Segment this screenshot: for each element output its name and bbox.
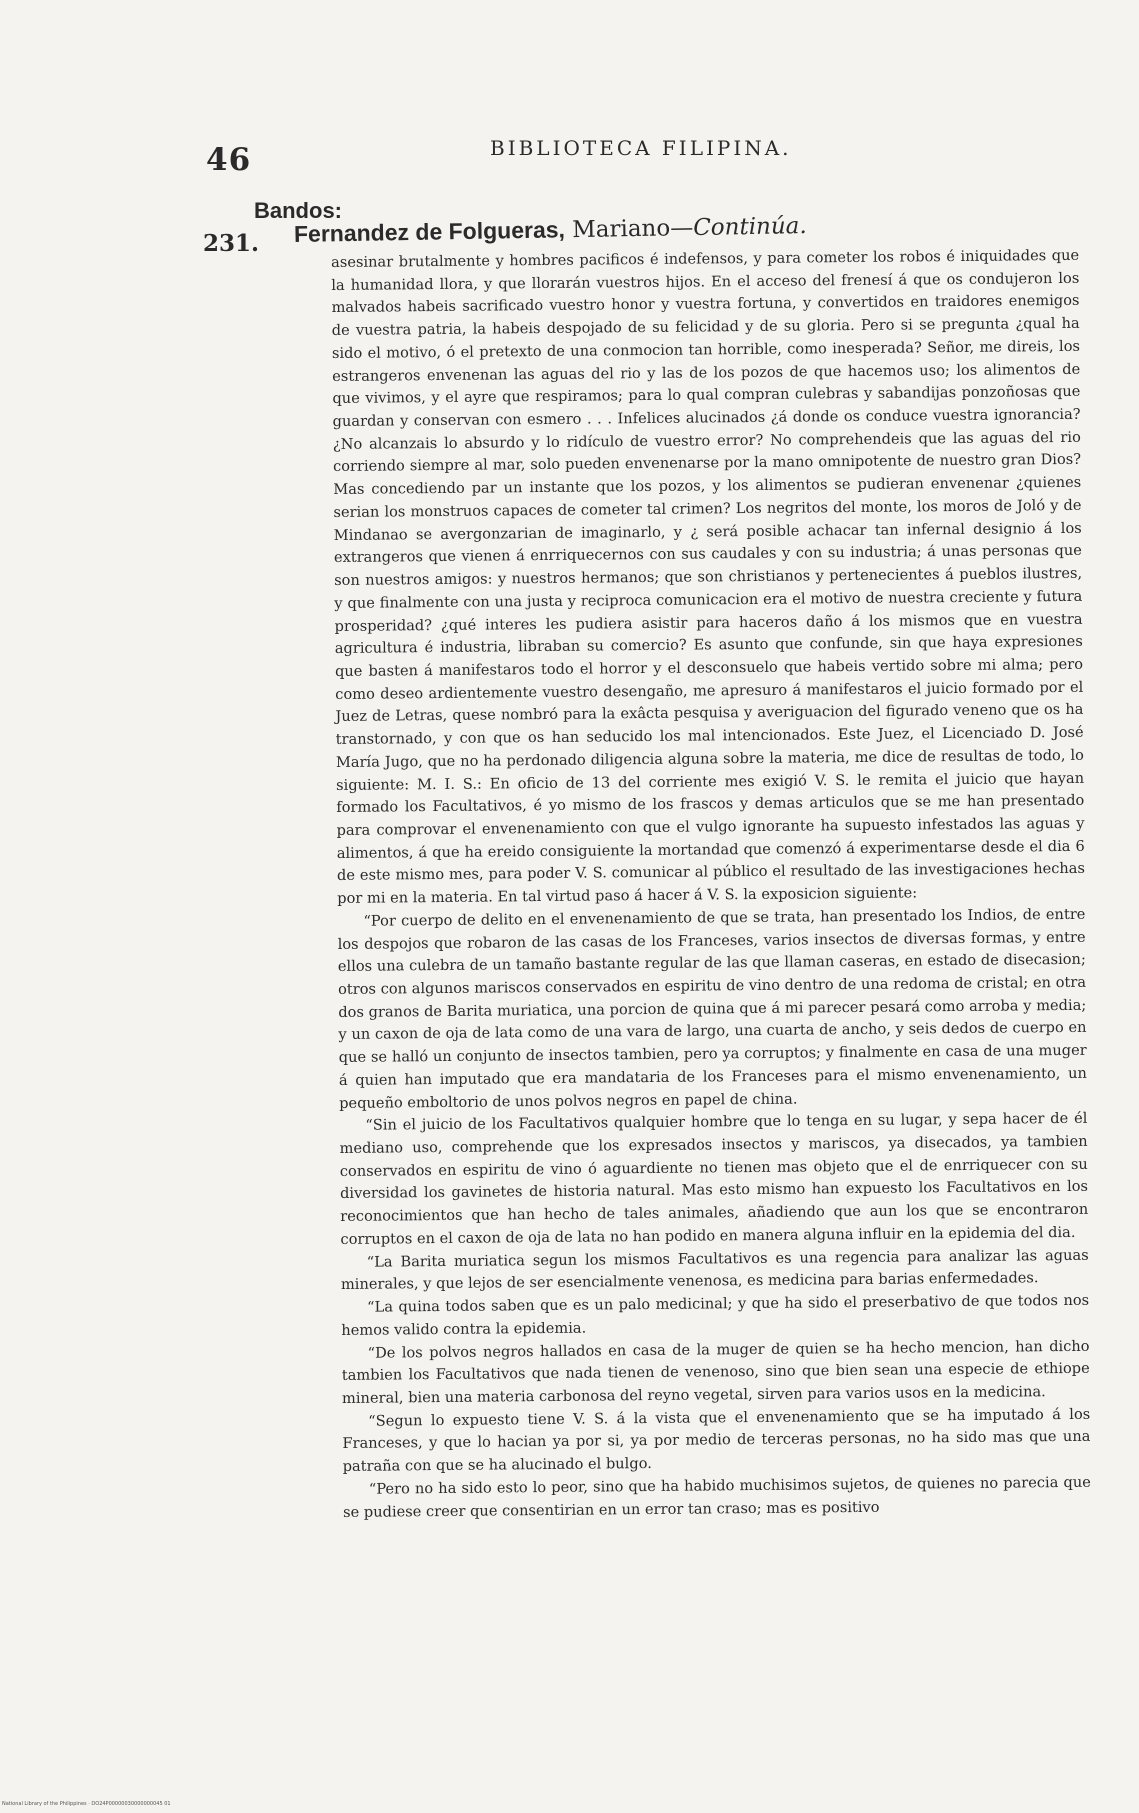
paragraph: “La quina todos saben que es un palo medicinal; y que ha sido el preserbativo de que todos nos hemos valido contra la epidemia. [341, 1291, 1090, 1339]
paragraph: “Pero no ha sido esto lo peor, sino que ha habido muchisimos sujetos, de quienes no parecia que se pudiese creer que consentirian en un error tan craso; mas es positivo [343, 1473, 1091, 1521]
author-given-name: Mariano— [572, 215, 694, 244]
author-surname: Fernandez de Folgueras, [293, 216, 566, 247]
paragraph: “Sin el juicio de los Facultativos qualquier hombre que lo tenga en su lugar, y sepa hacer de él mediano uso, comprehende que los expresados insectos y mariscos, ya disecados, ya tambien conservados en espiritu de vino ó aguardiente no tienen mas objeto que el de enrriquecer con su diversidad los gavinetes de historia natural. Mas esto mismo han expuesto los Facultativos en los reconocimientos que han hecho de tales animales, añadiendo que aun los que se encontraron corruptos en el caxon de oja de lata no han podido en manera alguna influir en la epidemia del dia. [339, 1110, 1089, 1248]
scan-footer: National Library of the Philippines · DO24P00000030000000045 01 [2, 1801, 171, 1807]
entry-heading [294, 212, 807, 248]
paragraph: “Por cuerpo de delito en el envenenamiento de que se trata, han presentado los Indios, de entre los despojos que robaron de las casas de los Franceses, varios insectos de diversas formas, y entre ellos una culebra de un tamaño bastante regular de las que llaman caseras, en estado de disecasion; otros con algunos mariscos conservados en espiritu de vino dentro de una redoma de cristal; en otra dos granos de Barita muriatica, una porcion de quina que á mi parecer pesará como arroba y media; y un caxon de oja de lata como de una vara de largo, una cuarta de ancho, y seis dedos de cuerpo en que se halló un conjunto de insectos tambien, pero ya corruptos; y finalmente en casa de una muger á quien han imputado que era mandataria de los Franceses para el mismo envenenamiento, un pequeño emboltorio de unos polvos negros en papel de china. [337, 905, 1087, 1112]
running-head: BIBLIOTECA FILIPINA. [490, 136, 792, 160]
paragraph: asesinar brutalmente y hombres pacificos é indefensos, y para cometer los robos é iniquidades que la humanidad llora, y que llorarán vuestros hijos. En el acceso del frenesí á que os condujeron los malvados habeis sacrificado vuestro honor y vuestra fortuna, y convertidos en traidores enemigos de vuestra patria, la habeis despojado de su felicidad y de su gloria. Pero si se pregunta ¿qual ha sido el motivo, ó el pretexto de una conmocion tan horrible, como inesperada? Señor, me direis, los estrangeros envenenan las aguas del rio y las de los pozos de que hacemos uso; los alimentos de que vivimos, y el ayre que respiramos; para lo qual compran culebras y sabandijas ponzoñosas que guardan y conservan con esmero . . . Infelices alucinados ¿á donde os conduce vuestra ignorancia? ¿No alcanzais lo absurdo y lo ridículo de vuestro error? No comprehendeis que las aguas del rio corriendo siempre al mar, solo pueden envenenarse por la mano omnipotente de nuestro gran Dios? Mas concediendo par un instante que los pozos, y los alimentos se pudieran envenenar ¿quienes serian los monstruos capaces de cometer tal crimen? Los negritos del monte, los moros de Joló y de Mindanao se avergonzarian de imaginarlo, y ¿ será posible achacar tan infernal designio á los extrangeros que vienen á enrriquecernos con sus caudales y con su industria; á unas personas que son nuestros amigos: y nuestros hermanos; que son christianos y pertenecientes á pueblos ilustres, y que finalmente con una justa y reciproca comunicacion era el motivo de nuestra creciente y futura prosperidad? ¿qué interes les pudiera asistir para haceros daño á los mismos que en vuestra agricultura é industria, libraban su comercio? Es asunto que confunde, sin que haya expresiones que basten á manifestaros todo el horror y el desconsuelo que habeis vertido sobre mi alma; pero como deseo ardientemente vuestro desengaño, me apresuro á manifestaros el juicio formado por el Juez de Letras, quese nombró para la exâcta pesquisa y averiguacion del figurado veneno que os ha transtornado, y con que os han seducido los mal intencionados. Este Juez, el Licenciado D. José María Jugo, que no ha perdonado diligencia alguna sobre la materia, me dice de resultas de todo, lo siguiente: M. I. S.: En oficio de 13 del corriente mes exigió V. S. le remita el juicio que hayan formado los Facultativos, é yo mismo de los frascos y demas articulos que se me han presentado para comprovar el envenenamiento con que el vulgo ignorante ha supuesto infestados las aguas y alimentos, á que ha ereido consiguiente la mortandad que comenzó á experimentarse desde el dia 6 de este mismo mes, para poder V. S. comunicar al público el resultado de las investigaciones hechas por mi en la materia. En tal virtud paso á hacer á V. S. la exposicion siguiente: [331, 246, 1086, 908]
entry-number: 231. [203, 230, 260, 257]
continued-label: Continúa. [692, 213, 807, 242]
body-text [331, 245, 1091, 1524]
section-title: Bandos: [254, 198, 342, 223]
paragraph: “De los polvos negros hallados en casa de la muger de quien se ha hecho mencion, han dicho tambien los Facultativos que nada tienen de venenoso, sino que bien sean una especie de ethiope mineral, bien una materia carbonosa del reyno vegetal, sirven para varios usos en la medicina. [341, 1337, 1090, 1407]
page-number: 46 [206, 142, 252, 178]
paragraph: “Segun lo expuesto tiene V. S. á la vista que el envenenamiento que se ha imputado á los Franceses, y que lo hacian ya por si, ya por medio de terceras personas, no ha sido mas que una patraña con que se ha alucinado el bulgo. [342, 1405, 1091, 1476]
paragraph: “La Barita muriatica segun los mismos Facultativos es una regencia para analizar las aguas minerales, y que lejos de ser esencialmente venenosa, es medicina para barias enfermedades. [340, 1246, 1089, 1294]
